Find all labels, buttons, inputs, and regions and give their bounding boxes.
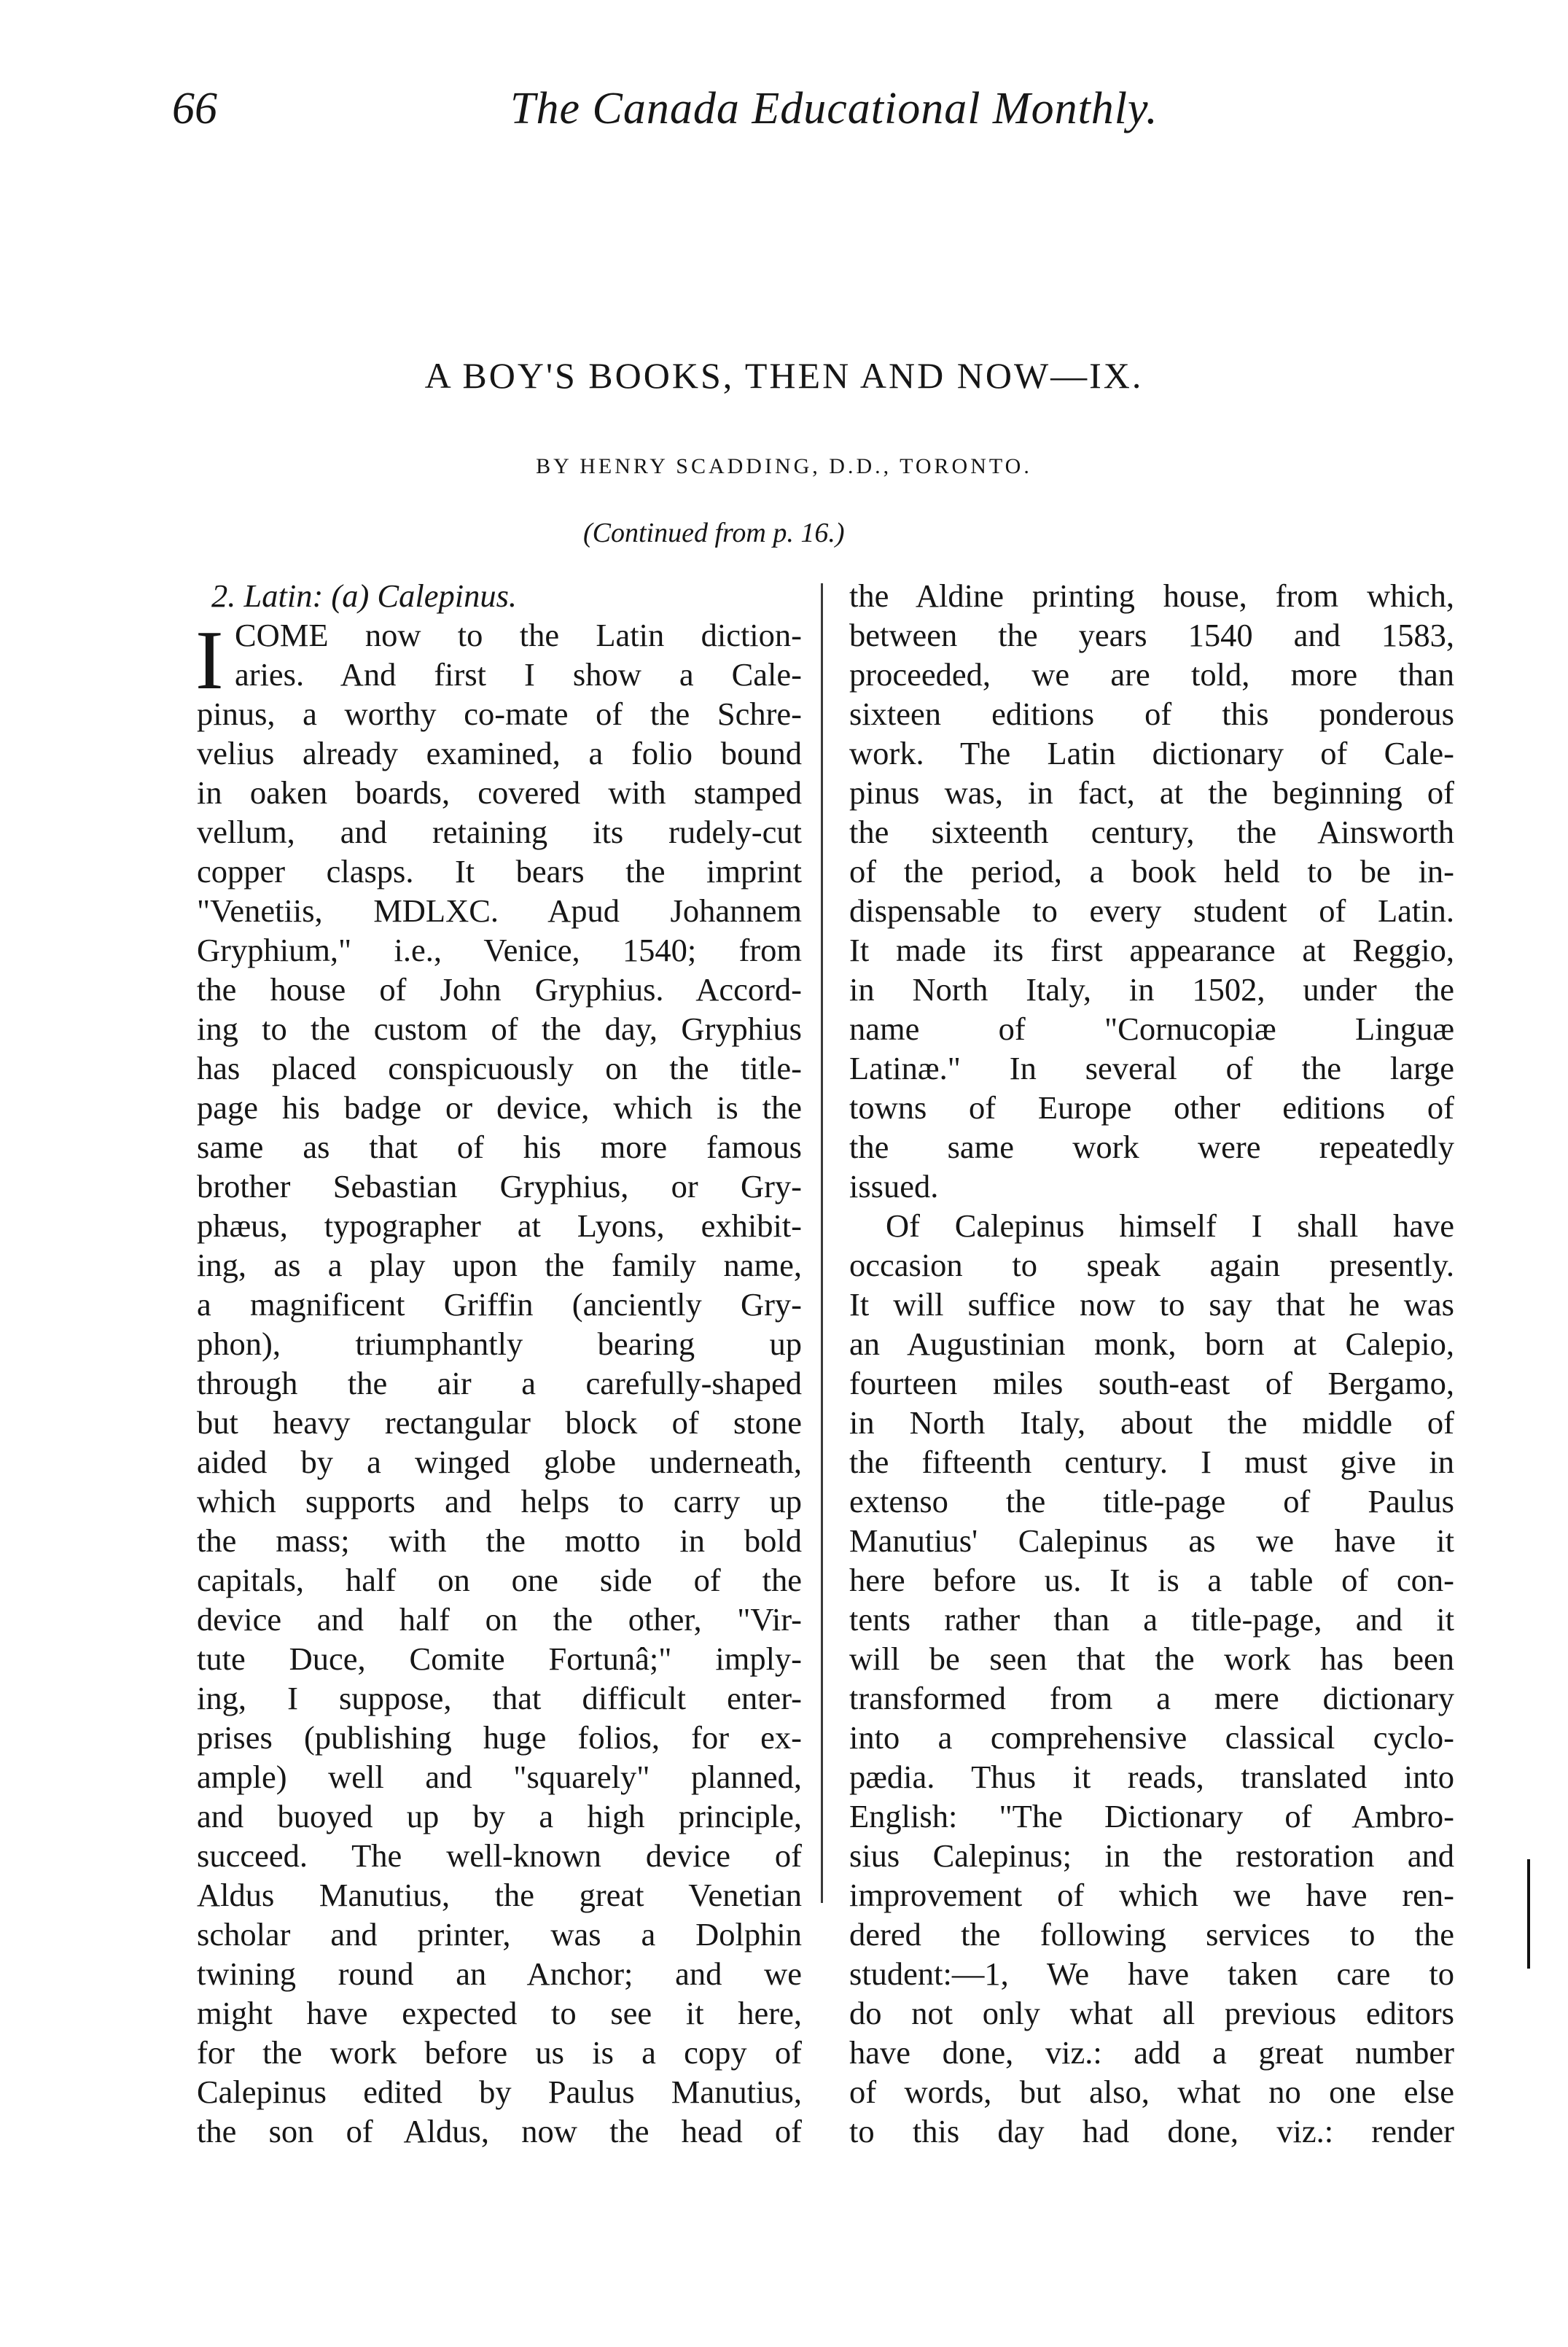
page-number: 66 (172, 84, 217, 133)
left-column (197, 576, 802, 2151)
continued-note: (Continued from p. 16.) (583, 518, 845, 548)
text-line: in oaken boards, covered with stamped (197, 774, 802, 811)
text-line: which supports and helps to carry up (197, 1483, 802, 1519)
text-line: Aldus Manutius, the great Venetian (197, 1877, 802, 1913)
text-line: pinus was, in fact, at the beginning of (849, 774, 1454, 811)
text-line: Gryphium," i.e., Venice, 1540; from (197, 932, 802, 968)
text-line: Latinæ." In several of the large (849, 1050, 1454, 1086)
text-line: tute Duce, Comite Fortunâ;" imply- (197, 1640, 802, 1677)
margin-mark (1527, 1859, 1530, 1969)
text-line: the sixteenth century, the Ainsworth (849, 814, 1454, 850)
section-heading: 2. Latin: (a) Calepinus. (211, 577, 518, 614)
text-line: extenso the title-page of Paulus (849, 1483, 1454, 1519)
text-line: to this day had done, viz.: render (849, 2113, 1454, 2149)
text-line: same as that of his more famous (197, 1129, 802, 1165)
byline: BY HENRY SCADDING, D.D., TORONTO. (536, 454, 1032, 478)
text-line: will be seen that the work has been (849, 1640, 1454, 1677)
text-line: student:—1, We have taken care to (849, 1955, 1454, 1992)
text-line: It made its first appearance at Reggio, (849, 932, 1454, 968)
text-line: towns of Europe other editions of (849, 1089, 1454, 1126)
text-line: a magnificent Griffin (anciently Gry- (197, 1286, 802, 1323)
text-line: might have expected to see it here, (197, 1995, 802, 2031)
text-line: proceeded, we are told, more than (849, 656, 1454, 693)
text-line: ing, as a play upon the family name, (197, 1247, 802, 1283)
text-line: succeed. The well-known device of (197, 1837, 802, 1874)
text-line: fourteen miles south-east of Bergamo, (849, 1365, 1454, 1401)
text-line: ing to the custom of the day, Gryphius (197, 1011, 802, 1047)
text-line: twining round an Anchor; and we (197, 1955, 802, 1992)
text-line: in North Italy, in 1502, under the (849, 971, 1454, 1008)
text-line: page his badge or device, which is the (197, 1089, 802, 1126)
text-line: aided by a winged globe underneath, (197, 1444, 802, 1480)
text-line: the same work were repeatedly (849, 1129, 1454, 1165)
text-line: capitals, half on one side of the (197, 1562, 802, 1598)
text-line: here before us. It is a table of con- (849, 1562, 1454, 1598)
text-line: have done, viz.: add a great number (849, 2034, 1454, 2071)
text-line: scholar and printer, was a Dolphin (197, 1916, 802, 1953)
text-line: "Venetiis, MDLXC. Apud Johannem (197, 892, 802, 929)
text-line: vellum, and retaining its rudely-cut (197, 814, 802, 850)
text-line: of words, but also, what no one else (849, 2074, 1454, 2110)
text-line: It will suffice now to say that he was (849, 1286, 1454, 1323)
text-line: an Augustinian monk, born at Calepio, (849, 1326, 1454, 1362)
right-column-lines (849, 576, 1454, 2151)
text-line: dispensable to every student of Latin. (849, 892, 1454, 929)
text-line: sixteen editions of this ponderous (849, 696, 1454, 732)
text-line: issued. (849, 1168, 939, 1204)
text-line: improvement of which we have ren- (849, 1877, 1454, 1913)
text-line: between the years 1540 and 1583, (849, 617, 1454, 653)
text-line: COME now to the Latin diction- (235, 617, 802, 653)
text-line: dered the following services to the (849, 1916, 1454, 1953)
text-line: English: "The Dictionary of Ambro- (849, 1798, 1454, 1834)
text-line: ample) well and "squarely" planned, (197, 1759, 802, 1795)
text-line: brother Sebastian Gryphius, or Gry- (197, 1168, 802, 1204)
text-line: in North Italy, about the middle of (849, 1404, 1454, 1441)
text-line: pinus, a worthy co-mate of the Schre- (197, 696, 802, 732)
text-line: and buoyed up by a high principle, (197, 1798, 802, 1834)
text-line: of the period, a book held to be in- (849, 853, 1454, 890)
running-head: The Canada Educational Monthly. (510, 84, 1158, 133)
text-line: name of "Cornucopiæ Linguæ (849, 1011, 1454, 1047)
text-line: work. The Latin dictionary of Cale- (849, 735, 1454, 771)
text-line: phon), triumphantly bearing up (197, 1326, 802, 1362)
text-line: aries. And first I show a Cale- (235, 656, 802, 693)
text-line: through the air a carefully-shaped (197, 1365, 802, 1401)
left-column-lines (197, 615, 802, 2151)
text-line: Of Calepinus himself I shall have (886, 1207, 1454, 1244)
text-line: pædia. Thus it reads, translated into (849, 1759, 1454, 1795)
text-line: copper clasps. It bears the imprint (197, 853, 802, 890)
text-line: occasion to speak again presently. (849, 1247, 1454, 1283)
text-line: transformed from a mere dictionary (849, 1680, 1454, 1716)
drop-cap: I (195, 614, 224, 707)
text-line: the mass; with the motto in bold (197, 1522, 802, 1559)
text-line: Calepinus edited by Paulus Manutius, (197, 2074, 802, 2110)
text-line: has placed conspicuously on the title- (197, 1050, 802, 1086)
text-line: the house of John Gryphius. Accord- (197, 971, 802, 1008)
text-line: phæus, typographer at Lyons, exhibit- (197, 1207, 802, 1244)
text-line: sius Calepinus; in the restoration and (849, 1837, 1454, 1874)
text-line: do not only what all previous editors (849, 1995, 1454, 2031)
column-rule (821, 583, 823, 1903)
text-line: the son of Aldus, now the head of (197, 2113, 802, 2149)
text-line: but heavy rectangular block of stone (197, 1404, 802, 1441)
text-line: for the work before us is a copy of (197, 2034, 802, 2071)
article-title: A BOY'S BOOKS, THEN AND NOW—IX. (424, 355, 1144, 396)
text-line: the fifteenth century. I must give in (849, 1444, 1454, 1480)
text-line: into a comprehensive classical cyclo- (849, 1719, 1454, 1756)
text-line: ing, I suppose, that difficult enter- (197, 1680, 802, 1716)
text-line: the Aldine printing house, from which, (849, 577, 1454, 614)
text-line: velius already examined, a folio bound (197, 735, 802, 771)
text-line: tents rather than a title-page, and it (849, 1601, 1454, 1638)
text-line: Manutius' Calepinus as we have it (849, 1522, 1454, 1559)
text-line: prises (publishing huge folios, for ex- (197, 1719, 802, 1756)
right-column (849, 576, 1454, 2151)
text-line: device and half on the other, "Vir- (197, 1601, 802, 1638)
